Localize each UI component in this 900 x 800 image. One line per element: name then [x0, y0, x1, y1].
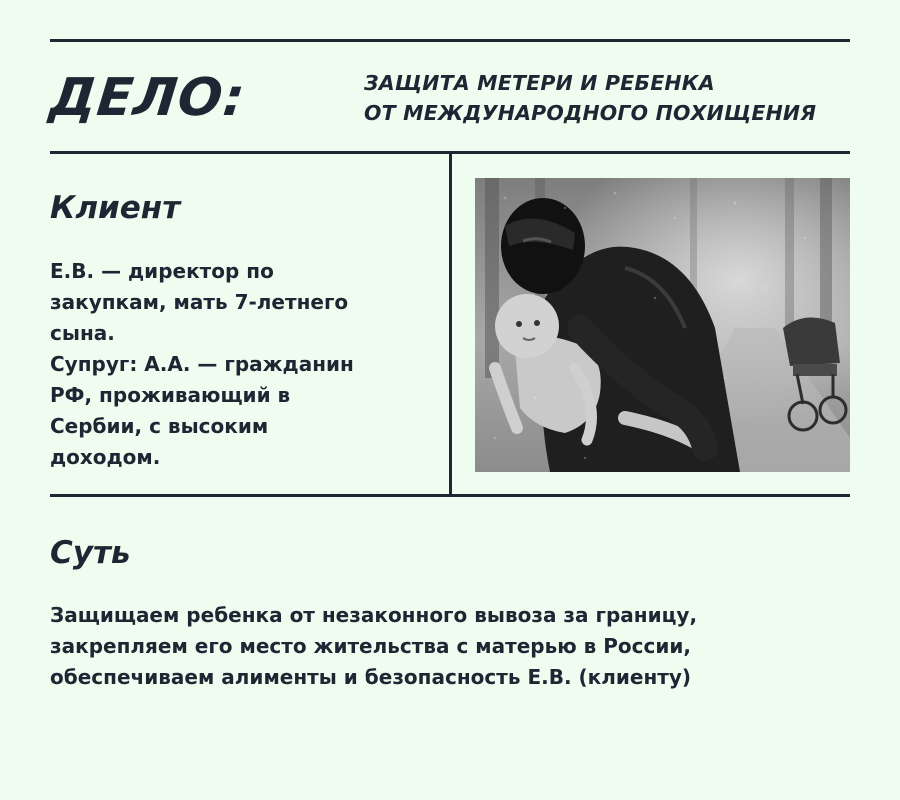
- client-line: Е.В. — директор по: [50, 259, 274, 283]
- case-label: ДЕЛО:: [46, 68, 249, 128]
- essence-line: Защищаем ребенка от незаконного вывоза за границу,: [50, 603, 698, 627]
- masked-man-holding-baby-photo: [475, 178, 850, 472]
- column-divider: [449, 153, 452, 495]
- top-rule: [50, 39, 850, 42]
- case-subject-line: ОТ МЕЖДУНАРОДНОГО ПОХИЩЕНИЯ: [364, 101, 817, 125]
- case-subject-line: ЗАЩИТА МЕТЕРИ И РЕБЕНКА: [364, 71, 715, 95]
- client-line: Сербии, с высоким: [50, 414, 269, 438]
- case-subject: [364, 68, 816, 128]
- middle-rule: [50, 494, 850, 497]
- client-line: сына.: [50, 321, 115, 345]
- client-line: Супруг: А.А. — гражданин: [50, 352, 354, 376]
- essence-line: обеспечиваем алименты и безопасность Е.В. (клиенту): [50, 665, 692, 689]
- essence-line: закрепляем его место жительства с матерью в России,: [50, 634, 692, 658]
- essence-description: [50, 600, 850, 693]
- essence-title: Суть: [50, 535, 131, 571]
- client-line: закупкам, мать 7-летнего: [50, 290, 349, 314]
- client-title: Клиент: [50, 190, 181, 226]
- client-line: доходом.: [50, 445, 161, 469]
- client-description: [50, 256, 440, 473]
- client-line: РФ, проживающий в: [50, 383, 291, 407]
